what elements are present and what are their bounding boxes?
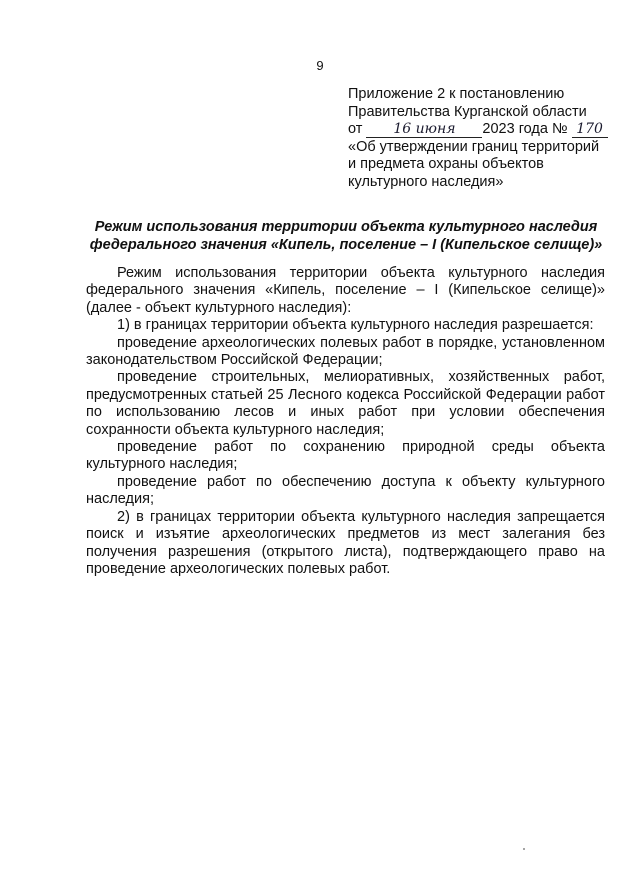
paragraph-nature-preservation: проведение работ по сохранению природной среды объекта культурного наследия;: [86, 439, 605, 473]
paragraph-permitted-heading: 1) в границах территории объекта культурного наследия разрешается:: [117, 317, 594, 334]
title-line-1: Режим использования территории объекта культурного наследия: [94, 219, 598, 235]
appendix-date-line: [348, 121, 618, 139]
paragraph-intro: Режим использования территории объекта культурного наследия федерального значения «Кипель, поселение – I (Кипельское селище)» (далее - объект культурного наследия):: [86, 265, 605, 316]
appendix-header: [348, 86, 618, 191]
appendix-from-prefix: от: [348, 121, 363, 137]
scan-speck: [523, 848, 525, 850]
appendix-line-2: Правительства Курганской области: [348, 103, 587, 120]
page-number: 9: [316, 58, 324, 73]
paragraph-archaeological-works: проведение археологических полевых работ в порядке, установленном законодательством Российской Федерации;: [86, 334, 605, 369]
appendix-line-4: «Об утверждении границ территорий: [348, 138, 600, 155]
appendix-line-5: и предмета охраны объектов: [348, 156, 544, 172]
paragraph-prohibited: 2) в границах территории объекта культурного наследия запрещается поиск и изъятие археологических предметов из мест залегания без получения разрешения (открытого листа), подтверждающего право на проведение археологических полевых работ.: [86, 508, 605, 577]
appendix-year-text: 2023 года №: [482, 121, 568, 137]
title-line-2: федерального значения «Кипель, поселение – I (Кипельское селище)»: [89, 237, 603, 253]
handwritten-date: 16 июня: [366, 122, 482, 138]
document-body: [86, 265, 605, 578]
appendix-line-1: Приложение 2 к постановлению: [348, 86, 565, 102]
paragraph-access-works: проведение работ по обеспечению доступа к объекту культурного наследия;: [86, 473, 605, 508]
document-title: [86, 218, 606, 254]
paragraph-construction-works: проведение строительных, мелиоративных, хозяйственных работ, предусмотренных статьей 25 Лесного кодекса Российской Федерации работ по использованию лесов и иных работ при условии обеспечения сохранности объекта культурного наследия;: [86, 369, 605, 438]
handwritten-number: 170: [572, 122, 608, 138]
appendix-line-6: культурного наследия»: [348, 173, 504, 190]
